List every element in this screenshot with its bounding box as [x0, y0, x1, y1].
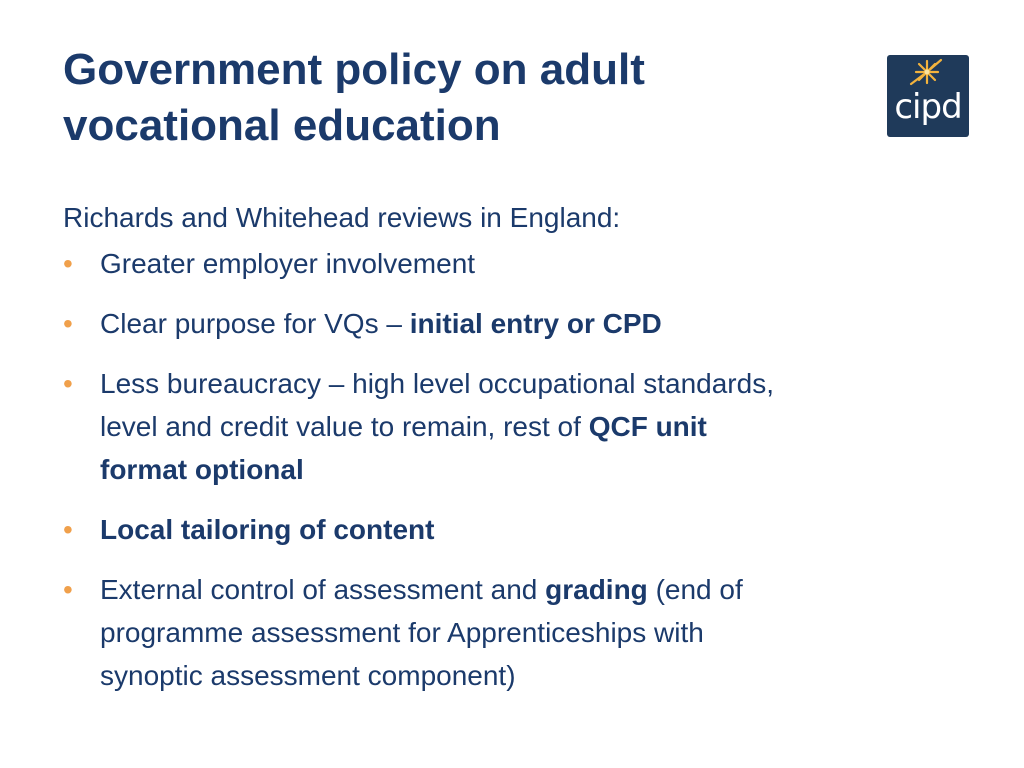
bullet-line [100, 302, 963, 345]
bullet-text: (end of [647, 574, 743, 605]
bullet-line [100, 654, 963, 697]
bullet-text-bold: format optional [100, 454, 304, 485]
bullet-dot-icon: • [63, 308, 73, 339]
title-line-1: Government policy on adult [63, 45, 645, 94]
bullet-dot-icon: • [63, 368, 73, 399]
bullet-line [100, 611, 963, 654]
bullet-text: programme assessment for Apprenticeships with [100, 617, 704, 648]
bullet-line [100, 508, 963, 551]
bullet-dot-icon: • [63, 574, 73, 605]
bullet-text-bold: Local tailoring of content [100, 514, 435, 545]
bullet-item [63, 568, 963, 697]
bullet-item [63, 302, 963, 345]
bullet-line [100, 448, 963, 491]
page-title [63, 42, 823, 154]
bullet-dot-icon: • [63, 514, 73, 545]
bullet-text: Greater employer involvement [100, 248, 476, 279]
bullet-line [100, 405, 963, 448]
bullet-text-bold: initial entry or CPD [409, 308, 662, 339]
bullet-text: Clear purpose for VQs – [100, 308, 410, 339]
bullet-item [63, 362, 963, 491]
bullet-text-bold: QCF unit [588, 411, 707, 442]
cipd-logo [887, 55, 969, 137]
slide-body [63, 196, 963, 697]
bullet-item [63, 508, 963, 551]
bullet-line [100, 568, 963, 611]
bullet-line [100, 242, 963, 285]
bullet-text: synoptic assessment component) [100, 660, 516, 691]
bullet-text-bold: grading [545, 574, 648, 605]
intro-text: Richards and Whitehead reviews in England: [63, 202, 621, 233]
bullet-item [63, 242, 963, 285]
bullet-list [63, 242, 963, 697]
bullet-line [100, 362, 963, 405]
bullet-text: External control of assessment and [100, 574, 546, 605]
bullet-text: Less bureaucracy – high level occupational standards, [100, 368, 774, 399]
bullet-dot-icon: • [63, 248, 73, 279]
bullet-text: level and credit value to remain, rest of [100, 411, 589, 442]
title-line-2: vocational education [63, 101, 501, 150]
logo-text: cipd [894, 87, 962, 127]
